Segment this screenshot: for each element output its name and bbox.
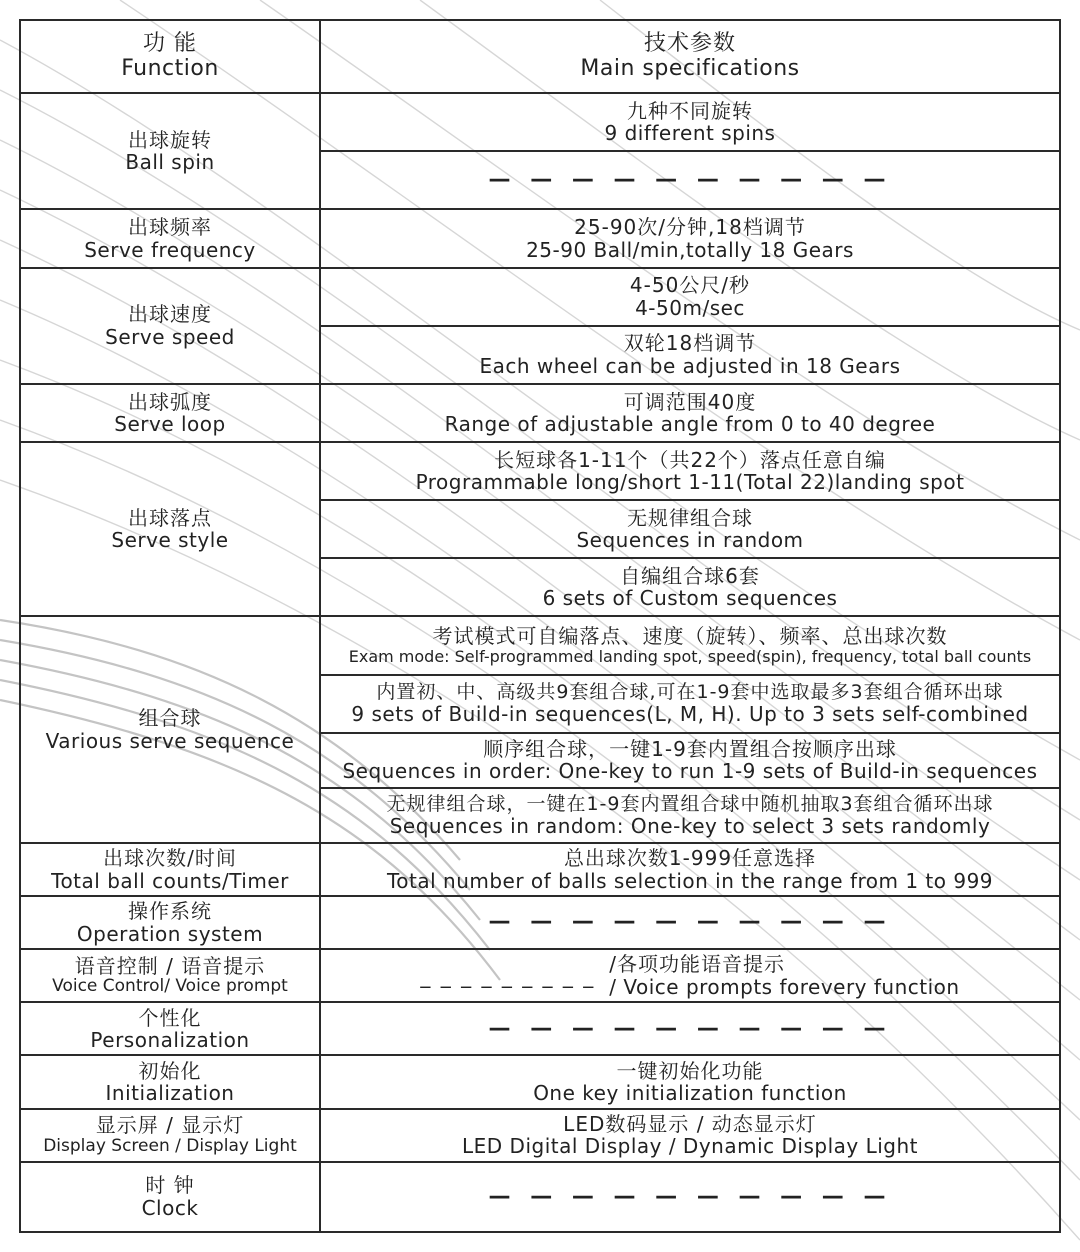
table-row (20, 93, 1060, 151)
function-label-zh: 初始化 (138, 1058, 202, 1083)
spec-dash: — — — — — — — — — — (488, 909, 892, 935)
spec-en: / Voice prompts forevery function (609, 974, 960, 999)
function-cell-display (20, 1109, 320, 1162)
table-row (20, 843, 1060, 896)
function-label-en: Personalization (90, 1027, 250, 1052)
function-cell-voice (20, 949, 320, 1002)
spec-zh: 总出球次数1-999任意选择 (563, 846, 817, 871)
spec-dash: — — — — — — — — — — (488, 1183, 892, 1209)
spec-zh: 一键初始化功能 (616, 1058, 764, 1083)
spec-zh: 顺序组合球，一键1-9套内置组合按顺序出球 (483, 736, 897, 761)
spec-cell (320, 93, 1060, 151)
function-label-en: Display Screen / Display Light (43, 1135, 297, 1156)
function-cell-personalization (20, 1002, 320, 1055)
function-label-en: Serve style (111, 528, 229, 553)
function-label-en: Serve frequency (84, 237, 256, 262)
function-cell-serve-style (20, 442, 320, 616)
function-label-zh: 操作系统 (128, 899, 212, 924)
function-label-en: Various serve sequence (45, 728, 295, 753)
spec-zh: 双轮18档调节 (623, 331, 757, 356)
spec-cell (320, 442, 1060, 500)
function-label-zh: 显示屏 / 显示灯 (95, 1113, 245, 1138)
spec-cell (320, 896, 1060, 949)
spec-zh: 无规律组合球 (627, 505, 753, 530)
spec-cell (320, 151, 1060, 209)
table-row (20, 442, 1060, 500)
spec-cell (320, 843, 1060, 896)
spec-en: 4-50m/sec (635, 295, 745, 320)
spec-cell (320, 1109, 1060, 1162)
spec-en: Exam mode: Self-programmed landing spot, speed(spin), frequency, total ball counts (348, 646, 1032, 666)
function-label-en: Operation system (76, 921, 264, 946)
spec-en: Sequences in order: One-key to run 1-9 sets of Build-in sequences (342, 759, 1038, 784)
table-row (20, 1055, 1060, 1108)
specifications-table (19, 19, 1061, 1233)
spec-cell (320, 949, 1060, 1002)
function-cell-ball-counts (20, 843, 320, 896)
function-label-zh: 出球弧度 (128, 389, 212, 414)
spec-en: Sequences in random: One-key to select 3 sets randomly (389, 813, 991, 838)
spec-cell (320, 209, 1060, 267)
header-function-zh: 功 能 (143, 30, 197, 56)
function-label-zh: 出球次数/时间 (103, 846, 237, 871)
table-row (20, 384, 1060, 442)
spec-en: Range of adjustable angle from 0 to 40 degree (444, 411, 936, 436)
function-cell-serve-frequency (20, 209, 320, 267)
spec-zh: 自编组合球6套 (620, 563, 760, 588)
spec-en: One key initialization function (533, 1081, 847, 1106)
spec-en: 9 different spins (604, 121, 776, 146)
spec-zh: 无规律组合球，一键在1-9套内置组合球中随机抽取3套组合循环出球 (386, 792, 994, 815)
table-row (20, 268, 1060, 326)
spec-cell (320, 558, 1060, 616)
spec-zh: 九种不同旋转 (627, 98, 753, 123)
spec-zh: 长短球各1-11个（共22个）落点任意自编 (494, 447, 886, 472)
spec-dash: — — — — — — — — — — (488, 167, 892, 193)
function-label-zh: 出球频率 (128, 215, 212, 240)
spec-cell (320, 1055, 1060, 1108)
spec-cell (320, 326, 1060, 384)
spec-zh: 4-50公尺/秒 (629, 273, 751, 298)
function-label-en: Initialization (105, 1081, 235, 1106)
function-label-zh: 出球速度 (128, 302, 212, 327)
spec-en: Sequences in random (576, 528, 804, 553)
spec-zh: 内置初、中、高级共9套组合球,可在1-9套中选取最多3套组合循环出球 (376, 680, 1004, 703)
spec-cell (320, 384, 1060, 442)
spec-cell (320, 616, 1060, 674)
header-function-cell (20, 20, 320, 93)
spec-cell (320, 675, 1060, 733)
spec-cell (320, 1002, 1060, 1055)
header-spec-en: Main specifications (580, 55, 800, 81)
table-row (20, 616, 1060, 674)
function-cell-serve-speed (20, 268, 320, 384)
spec-dash: — — — — — — — — — — (488, 1015, 892, 1041)
spec-en: Total number of balls selection in the range from 1 to 999 (386, 868, 994, 893)
function-label-en: Total ball counts/Timer (51, 868, 289, 893)
spec-zh: 25-90次/分钟,18档调节 (574, 215, 806, 240)
spec-en: 9 sets of Build-in sequences(L, M, H). Up to 3 sets self-combined (351, 702, 1029, 727)
function-cell-ball-spin (20, 93, 320, 209)
spec-en: Programmable long/short 1-11(Total 22)landing spot (415, 470, 965, 495)
function-label-zh: 组合球 (138, 706, 202, 731)
table-row (20, 209, 1060, 267)
spec-en: Each wheel can be adjusted in 18 Gears (479, 353, 901, 378)
spec-cell (320, 733, 1060, 788)
header-spec-cell (320, 20, 1060, 93)
function-cell-operation-system (20, 896, 320, 949)
function-label-en: Voice Control/ Voice prompt (52, 976, 288, 997)
function-cell-various-serve (20, 616, 320, 843)
spec-zh: 考试模式可自编落点、速度（旋转）、频率、总出球次数 (432, 624, 948, 649)
spec-en: 6 sets of Custom sequences (542, 586, 838, 611)
spec-en: LED Digital Display / Dynamic Display Light (462, 1134, 918, 1159)
function-cell-serve-loop (20, 384, 320, 442)
spec-dash: _ _ _ _ _ _ _ _ _ (420, 963, 596, 988)
header-function-en: Function (121, 55, 219, 81)
spec-zh: 可调范围40度 (623, 389, 757, 414)
function-label-zh: 时 钟 (145, 1173, 195, 1198)
spec-cell (320, 788, 1060, 843)
function-cell-initialization (20, 1055, 320, 1108)
function-label-en: Serve speed (105, 324, 235, 349)
spec-zh: /各项功能语音提示 (609, 952, 786, 977)
spec-cell (320, 268, 1060, 326)
header-spec-zh: 技术参数 (643, 30, 736, 56)
function-label-zh: 出球落点 (128, 505, 212, 530)
function-label-zh: 出球旋转 (128, 127, 212, 152)
function-label-en: Serve loop (114, 411, 226, 436)
function-label-zh: 语音控制 / 语音提示 (74, 954, 266, 979)
table-row (20, 1002, 1060, 1055)
table-row (20, 1109, 1060, 1162)
table-row (20, 896, 1060, 949)
spec-cell (320, 1162, 1060, 1232)
spec-cell (320, 500, 1060, 558)
spec-en: 25-90 Ball/min,totally 18 Gears (526, 237, 854, 262)
table-header-row (20, 20, 1060, 93)
table-row (20, 1162, 1060, 1232)
function-label-en: Ball spin (125, 150, 215, 175)
function-label-zh: 个性化 (138, 1005, 202, 1030)
function-cell-clock (20, 1162, 320, 1232)
table-row (20, 949, 1060, 1002)
function-label-en: Clock (141, 1195, 199, 1220)
spec-zh: LED数码显示 / 动态显示灯 (563, 1111, 817, 1136)
